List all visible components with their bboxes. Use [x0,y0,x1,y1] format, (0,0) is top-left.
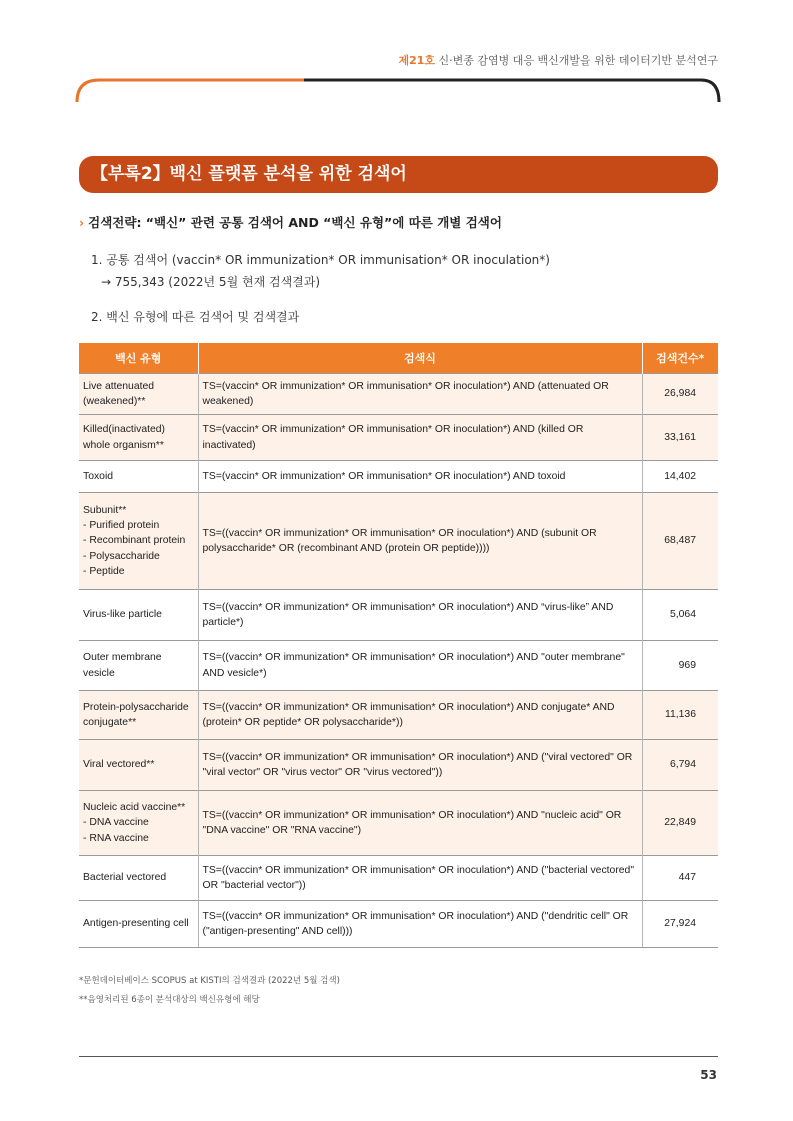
type-search-heading: 2. 백신 유형에 따른 검색어 및 검색결과 [91,310,300,324]
search-strategy-text: 검색전략: “백신” 관련 공통 검색어 AND “백신 유형”에 따른 개별 검색어 [88,215,502,230]
issue-number: 제21호 [398,54,435,67]
footnote-source: *문헌데이터베이스 SCOPUS at KISTI의 검색결과 (2022년 5월 검색) [79,976,340,986]
table-row [79,415,718,461]
vaccine-type-cell: Outer membrane vesicle [79,641,198,691]
query-cell: TS=((vaccin* OR immunization* OR immunisation* OR inoculation*) AND ("dendritic cell" OR ("antigen-presenting" AND cell))) [198,901,642,948]
query-cell: TS=((vaccin* OR immunization* OR immunisation* OR inoculation*) AND ("viral vectored" OR "viral vector" OR "virus vector" OR "virus vectored")) [198,740,642,791]
count-cell: 969 [642,641,718,691]
footnote-shading: **음영처리된 6종이 분석대상의 백신유형에 해당 [79,995,260,1005]
search-terms-table [79,343,718,948]
count-cell: 68,487 [642,493,718,590]
count-cell: 14,402 [642,461,718,493]
header-search-query: 검색식 [198,343,642,374]
count-cell: 26,984 [642,374,718,415]
vaccine-type-cell: Bacterial vectored [79,856,198,901]
count-cell: 27,924 [642,901,718,948]
vaccine-type-cell: Subunit** - Purified protein - Recombinant protein - Polysaccharide - Peptide [79,493,198,590]
chevron-right-icon: › [79,215,85,230]
count-cell: 33,161 [642,415,718,461]
vaccine-type-cell: Killed(inactivated) whole organism** [79,415,198,461]
count-cell: 22,849 [642,791,718,856]
count-cell: 5,064 [642,590,718,641]
footer-rule [79,1056,718,1057]
common-search-term: 1. 공통 검색어 (vaccin* OR immunization* OR immunisation* OR inoculation*) [91,253,550,267]
header-rule [74,76,724,108]
table-header-row [79,343,718,374]
query-cell: TS=((vaccin* OR immunization* OR immunisation* OR inoculation*) AND ("bacterial vectored" OR "bacterial vector")) [198,856,642,901]
query-cell: TS=(vaccin* OR immunization* OR immunisation* OR inoculation*) AND (killed OR inactivated) [198,415,642,461]
table-row [79,374,718,415]
query-cell: TS=((vaccin* OR immunization* OR immunisation* OR inoculation*) AND (subunit OR polysaccharide* OR (recombinant AND (protein OR peptide)))) [198,493,642,590]
header-result-count: 검색건수* [642,343,718,374]
query-cell: TS=((vaccin* OR immunization* OR immunisation* OR inoculation*) AND "nucleic acid" OR "DNA vaccine" OR "RNA vaccine") [198,791,642,856]
search-strategy-heading [79,213,502,231]
vaccine-type-cell: Antigen-presenting cell [79,901,198,948]
table-row [79,740,718,791]
vaccine-type-cell: Virus-like particle [79,590,198,641]
table-row [79,641,718,691]
table-row [79,901,718,948]
table-row [79,691,718,740]
page-number: 53 [700,1068,717,1082]
count-cell: 11,136 [642,691,718,740]
table-row [79,791,718,856]
count-cell: 447 [642,856,718,901]
count-cell: 6,794 [642,740,718,791]
vaccine-type-cell: Viral vectored** [79,740,198,791]
vaccine-type-cell: Toxoid [79,461,198,493]
query-cell: TS=((vaccin* OR immunization* OR immunisation* OR inoculation*) AND "outer membrane" AND vesicle*) [198,641,642,691]
vaccine-type-cell: Live attenuated (weakened)** [79,374,198,415]
header-vaccine-type: 백신 유형 [79,343,198,374]
table-row [79,493,718,590]
query-cell: TS=((vaccin* OR immunization* OR immunisation* OR inoculation*) AND “virus-like” AND particle*) [198,590,642,641]
running-header [398,52,718,68]
vaccine-type-cell: Protein-polysaccharide conjugate** [79,691,198,740]
table-row [79,856,718,901]
table-row [79,590,718,641]
appendix-banner: 【부록2】백신 플랫폼 분석을 위한 검색어 [79,156,718,193]
query-cell: TS=((vaccin* OR immunization* OR immunisation* OR inoculation*) AND conjugate* AND (protein* OR peptide* OR polysaccharide*)) [198,691,642,740]
common-search-result: → 755,343 (2022년 5월 현재 검색결과) [101,275,321,289]
query-cell: TS=(vaccin* OR immunization* OR immunisation* OR inoculation*) AND (attenuated OR weakened) [198,374,642,415]
report-title: 신·변종 감염병 대응 백신개발을 위한 데이터기반 분석연구 [438,54,718,67]
table-row [79,461,718,493]
vaccine-type-cell: Nucleic acid vaccine** - DNA vaccine - RNA vaccine [79,791,198,856]
query-cell: TS=(vaccin* OR immunization* OR immunisation* OR inoculation*) AND toxoid [198,461,642,493]
